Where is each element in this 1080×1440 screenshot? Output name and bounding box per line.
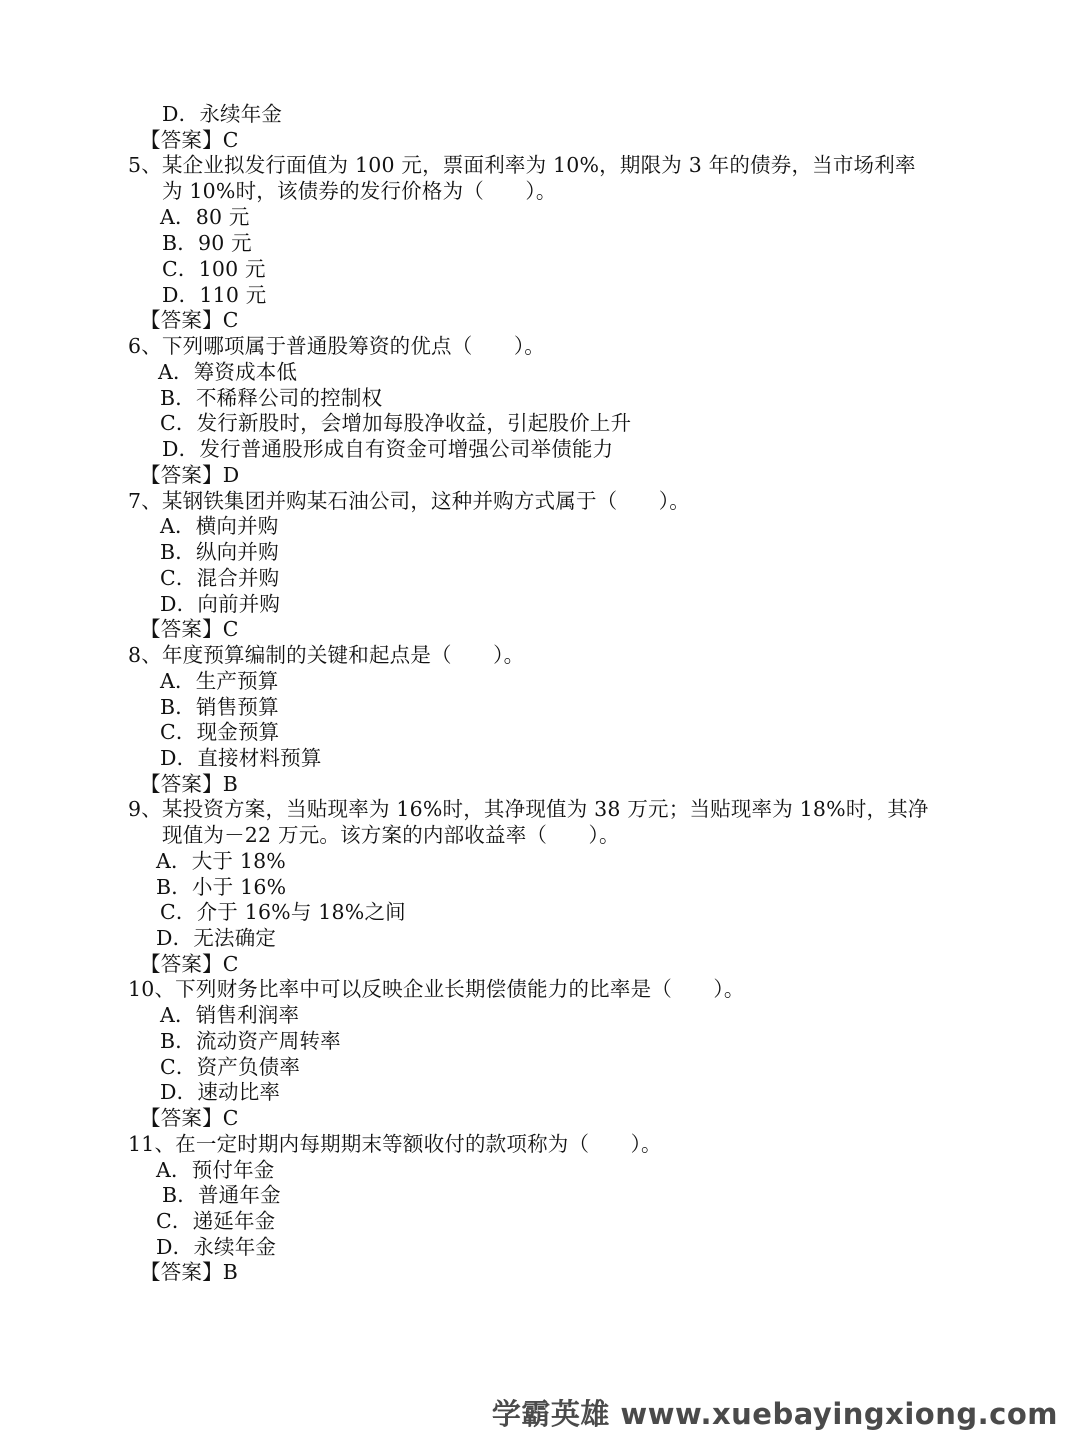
answer-line: 【答案】C (140, 128, 239, 152)
answer-line: 【答案】B (140, 772, 239, 796)
answer-line: 【答案】C (140, 308, 239, 332)
option-line: C．100 元 (162, 257, 266, 281)
option-line: A．生产预算 (160, 669, 279, 693)
option-line: D．向前并购 (160, 592, 281, 616)
option-line: C．资产负债率 (160, 1055, 301, 1079)
question-line: 11、在一定时期内每期期末等额收付的款项称为（ ）。 (128, 1132, 662, 1156)
answer-line: 【答案】D (140, 463, 240, 487)
option-line: A．销售利润率 (160, 1003, 300, 1027)
watermark: 学霸英雄 www.xuebayingxiong.com (491, 1397, 1058, 1431)
option-line: B．销售预算 (160, 695, 279, 719)
option-line: B．不稀释公司的控制权 (160, 386, 383, 410)
option-line: A．横向并购 (160, 514, 279, 538)
question-line: 8、年度预算编制的关键和起点是（ ）。 (128, 643, 525, 667)
option-line: D．无法确定 (156, 926, 277, 950)
question-continuation-line: 为 10%时，该债券的发行价格为（ ）。 (162, 179, 557, 203)
answer-line: 【答案】C (140, 617, 239, 641)
option-line: C．现金预算 (160, 720, 280, 744)
option-line: A．预付年金 (156, 1158, 275, 1182)
question-line: 7、某钢铁集团并购某石油公司，这种并购方式属于（ ）。 (128, 489, 690, 513)
option-line: D．直接材料预算 (160, 746, 322, 770)
question-line: 5、某企业拟发行面值为 100 元，票面利率为 10%，期限为 3 年的债券，当市场利率 (128, 153, 916, 177)
answer-line: 【答案】B (140, 1260, 239, 1284)
option-line: C．发行新股时，会增加每股净收益，引起股价上升 (160, 411, 632, 435)
option-line: D．发行普通股形成自有资金可增强公司举债能力 (162, 437, 614, 461)
question-line: 10、下列财务比率中可以反映企业长期偿债能力的比率是（ ）。 (128, 977, 745, 1001)
option-line: B．普通年金 (162, 1183, 281, 1207)
option-line: D．速动比率 (160, 1080, 281, 1104)
answer-line: 【答案】C (140, 1106, 239, 1130)
option-line: A．80 元 (160, 205, 250, 229)
question-line: 6、下列哪项属于普通股筹资的优点（ ）。 (128, 334, 545, 358)
option-line: A．筹资成本低 (158, 360, 298, 384)
answer-line: 【答案】C (140, 952, 239, 976)
option-line: A．大于 18% (156, 849, 286, 873)
question-continuation-line: 现值为－22 万元。该方案的内部收益率（ ）。 (162, 823, 620, 847)
option-line: C．混合并购 (160, 566, 280, 590)
option-line: B．纵向并购 (160, 540, 279, 564)
option-line: B．小于 16% (156, 875, 287, 899)
question-line: 9、某投资方案，当贴现率为 16%时，其净现值为 38 万元；当贴现率为 18%时，其净 (128, 797, 929, 821)
option-line: C．递延年金 (156, 1209, 276, 1233)
option-line: D．永续年金 (156, 1235, 277, 1259)
option-line: B．90 元 (162, 231, 252, 255)
option-line: B．流动资产周转率 (160, 1029, 341, 1053)
option-line: C．介于 16%与 18%之间 (160, 900, 406, 924)
option-line: D．永续年金 (162, 102, 283, 126)
option-line: D．110 元 (162, 283, 267, 307)
